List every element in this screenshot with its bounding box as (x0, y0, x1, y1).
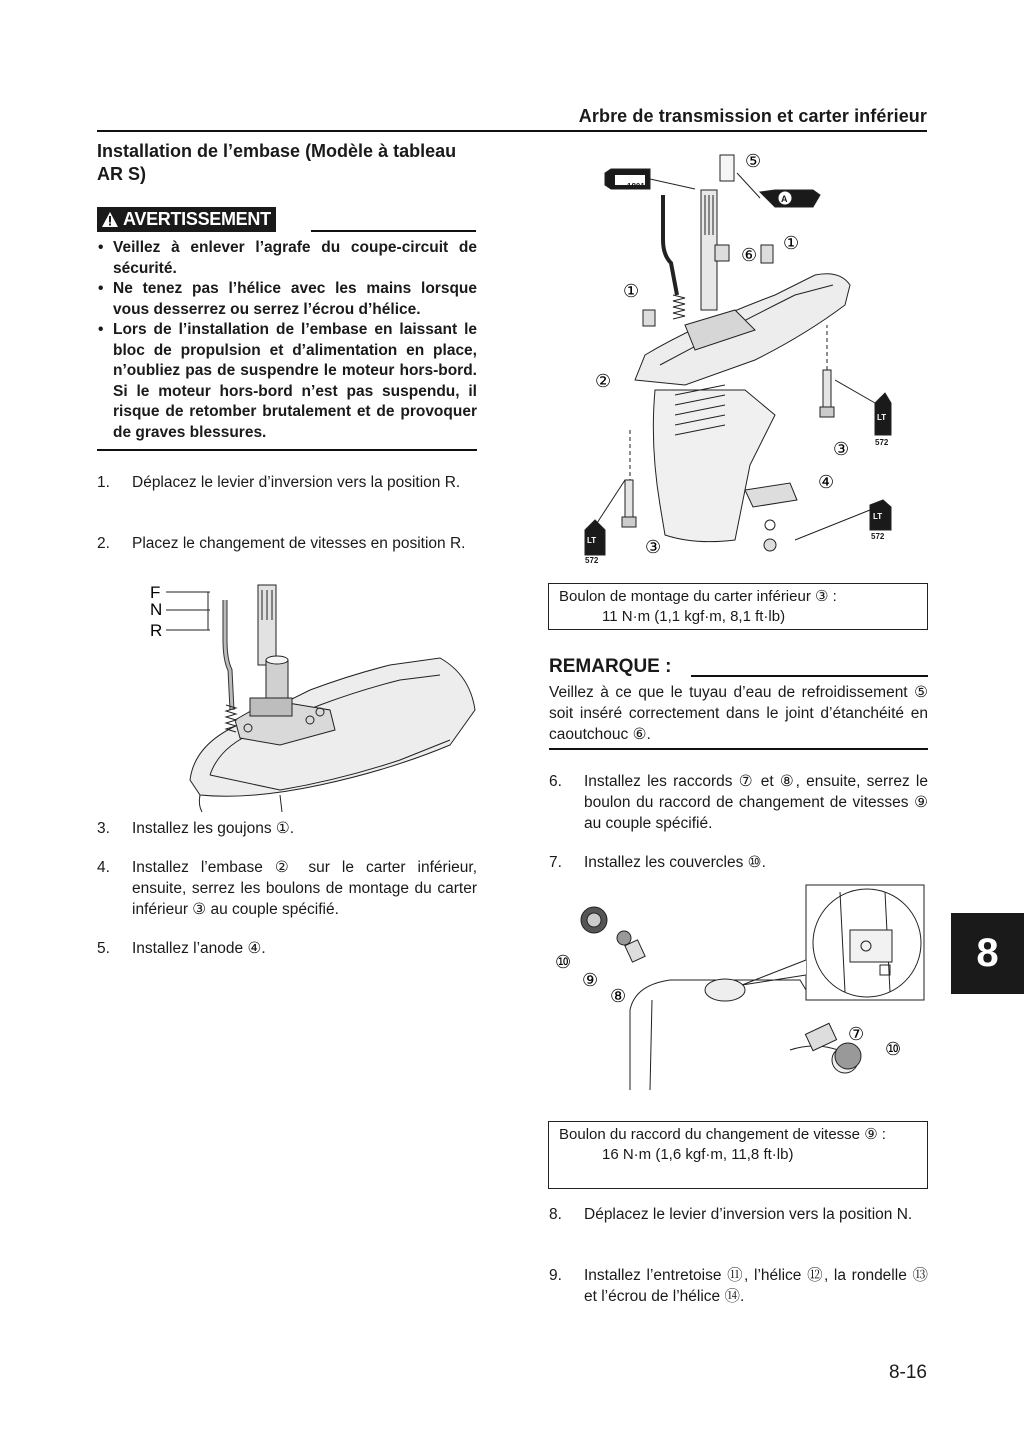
warning-item: • Veillez à enlever l’agrafe du coupe-circuit de sécurité. (97, 238, 477, 279)
torque-spec-box (548, 583, 928, 630)
chapter-tab: 8 (951, 913, 1024, 994)
step-number: 1. (97, 474, 110, 491)
shift-label-f: F (150, 583, 161, 602)
step-9 (549, 1265, 928, 1307)
step-text: Installez les raccords ⑦ et ⑧, ensuite, serrez le boulon du raccord de changement de vitesses ⑨ au couple spécifié. (584, 773, 928, 832)
remark-text: Veillez à ce que le tuyau d’eau de refroidissement ⑤ soit inséré correctement dans le joint d’étanchéité en caoutchouc ⑥. (549, 684, 928, 743)
step-number: 4. (97, 859, 110, 876)
warning-rule (311, 230, 476, 232)
callout-4: ④ (818, 472, 835, 492)
step-2 (97, 533, 477, 554)
step-number: 3. (97, 820, 110, 837)
step-text: Installez les goujons ①. (132, 820, 295, 837)
callout-10: ⑩ (555, 952, 572, 972)
torque-spec-box (548, 1121, 928, 1189)
remark-rule (691, 675, 928, 677)
page-number: 8-16 (888, 1362, 927, 1383)
tag-a: A (781, 194, 788, 204)
callout-9: ⑨ (582, 970, 599, 990)
section-title: Installation de l’embase (Modèle à tableau AR S) (97, 141, 457, 184)
warning-list (97, 238, 477, 443)
warning-heading (97, 207, 476, 233)
remark-label: REMARQUE : (549, 656, 672, 677)
remark-heading (549, 656, 928, 682)
callout-8: ⑧ (610, 986, 627, 1006)
spec-value: 11 N·m (1,1 kgf·m, 8,1 ft·lb) (602, 608, 786, 625)
tag-1801: 1801 (627, 182, 645, 191)
step-text: Placez le changement de vitesses en position R. (132, 535, 466, 552)
header-rule (97, 130, 927, 132)
step-1 (97, 472, 477, 493)
callout-3: ③ (833, 439, 850, 459)
step-text: Installez l’embase ② sur le carter inférieur, ensuite, serrez les boulons de montage du carter inférieur ③ au couple spécifié. (132, 859, 477, 918)
step-6 (549, 771, 928, 834)
warning-triangle-icon (101, 211, 119, 228)
step-text: Installez les couvercles ⑩. (584, 854, 766, 871)
step-number: 7. (549, 854, 562, 871)
step-text: Installez l’entretoise ⑪, l’hélice ⑫, la rondelle ⑬ et l’écrou de l’hélice ⑭. (584, 1267, 928, 1305)
step-3 (97, 818, 477, 839)
callout-5: ⑤ (745, 151, 762, 171)
tag-lt: LT (873, 512, 883, 521)
callout-1: ① (783, 233, 800, 253)
tag-572: 572 (871, 532, 885, 541)
step-text: Déplacez le levier d’inversion vers la position N. (584, 1206, 913, 1223)
step-number: 5. (97, 940, 110, 957)
spec-value: 16 N·m (1,6 kgf·m, 11,8 ft·lb) (602, 1146, 794, 1163)
step-8 (549, 1204, 928, 1225)
warning-item: • Ne tenez pas l’hélice avec les mains lorsque vous desserrez ou serrez l’écrou d’hélice. (97, 279, 477, 320)
lower-unit-installation-figure (575, 145, 905, 565)
shift-label-n: N (150, 600, 163, 619)
tag-lt: LT (587, 536, 597, 545)
shift-position-figure (140, 580, 480, 815)
step-text: Déplacez le levier d’inversion vers la position R. (132, 474, 461, 491)
tag-lt: LT (877, 413, 887, 422)
callout-10-right: ⑩ (885, 1039, 902, 1059)
step-7 (549, 852, 928, 873)
shift-label-r: R (150, 621, 163, 640)
callout-2: ② (595, 371, 612, 391)
tag-572: 572 (875, 438, 889, 447)
spec-label: Boulon du raccord du changement de vitesse ⑨ : (559, 1126, 886, 1143)
tag-572: 572 (585, 556, 599, 565)
warning-bottom-rule (97, 449, 477, 451)
callout-1-left: ① (623, 281, 640, 301)
step-text: Installez l’anode ④. (132, 940, 266, 957)
step-5 (97, 938, 477, 959)
step-number: 8. (549, 1206, 562, 1223)
step-number: 6. (549, 773, 562, 790)
warning-item: • Lors de l’installation de l’embase en laissant le bloc de propulsion et d’alimentation en place, n’oubliez pas de suspendre le moteur hors-bord. Si le moteur hors-bord n’est pas suspendu, il risque de retomber brutalement et de provoquer de graves blessures. (97, 320, 477, 443)
step-number: 2. (97, 535, 110, 552)
callout-7: ⑦ (848, 1024, 865, 1044)
running-header: Arbre de transmission et carter inférieur (578, 106, 927, 126)
callout-3-bottom: ③ (645, 537, 662, 557)
step-4 (97, 857, 477, 920)
remark-bottom-rule (549, 748, 928, 750)
step-number: 9. (549, 1267, 562, 1284)
spec-label: Boulon de montage du carter inférieur ③ : (559, 588, 837, 605)
covers-installation-figure (550, 880, 930, 1100)
callout-6: ⑥ (741, 245, 758, 265)
warning-badge (97, 207, 276, 232)
warning-label: AVERTISSEMENT (123, 209, 271, 229)
